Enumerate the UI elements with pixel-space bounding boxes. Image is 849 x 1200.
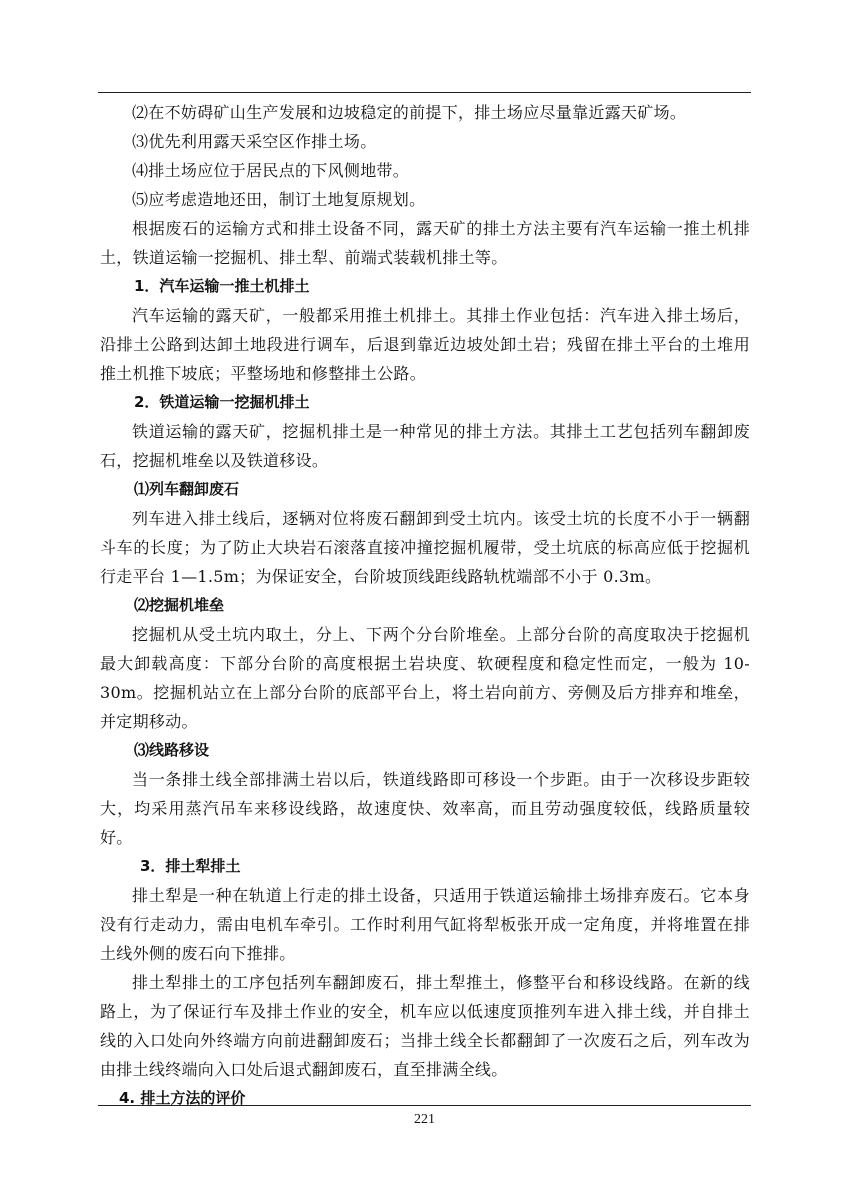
section-1-heading: 1．汽车运输一推土机排土 <box>134 277 310 295</box>
list-item-3: ⑶优先利用露天采空区作排土场。 <box>132 132 377 151</box>
subsection-2-paragraph: 挖掘机从受土坑内取土，分上、下两个分台阶堆垒。上部分台阶的高度取决于挖掘机最大卸载高度：下部分台阶的高度根据土岩块度、软硬程度和稳定性而定，一般为 10-30m。挖掘机站立在上部分台阶的底部平台上，将土岩向前方、旁侧及后方排弃和堆垒，并定期移动。 <box>100 625 750 731</box>
section-2-paragraph: 铁道运输的露天矿，挖掘机排土是一种常见的排土方法。其排土工艺包括列车翻卸废石，挖掘机堆垒以及铁道移设。 <box>100 422 750 470</box>
section-3-paragraph-2: 排土犁排土的工序包括列车翻卸废石，排土犁推土，修整平台和移设线路。在新的线路上，为了保证行车及排土作业的安全，机车应以低速度顶推列车进入排土线，并自排土线的入口处向外终端方向前进翻卸废石；当排土线全长都翻卸了一次废石之后，列车改为由排土线终端向入口处后退式翻卸废石，直至排满全线。 <box>100 973 750 1079</box>
section-1-paragraph: 汽车运输的露天矿，一般都采用推土机排土。其排土作业包括：汽车进入排土场后，沿排土公路到达卸土地段进行调车，后退到靠近边坡处卸土岩；残留在排土平台的土堆用推土机推下坡底；平整场地和修整排土公路。 <box>100 306 750 383</box>
intro-paragraph: 根据废石的运输方式和排土设备不同，露天矿的排土方法主要有汽车运输一推土机排土，铁道运输一挖掘机、排土犁、前端式装载机排土等。 <box>100 219 750 267</box>
list-item-2: ⑵在不妨碍矿山生产发展和边坡稳定的前提下，排土场应尽量靠近露天矿场。 <box>132 103 687 122</box>
footer-rule <box>98 1105 751 1106</box>
subsection-2-heading: ⑵挖掘机堆垒 <box>134 596 225 614</box>
subsection-1-heading: ⑴列车翻卸废石 <box>134 480 240 498</box>
section-3-paragraph-1: 排土犁是一种在轨道上行走的排土设备，只适用于铁道运输排土场排弃废石。它本身没有行走动力，需由电机车牵引。工作时利用气缸将犁板张开成一定角度，并将堆置在排土线外侧的废石向下推排。 <box>100 886 750 963</box>
list-item-4: ⑷排土场应位于居民点的下风侧地带。 <box>132 161 410 180</box>
section-3-heading: 3．排土犁排土 <box>140 857 241 875</box>
section-4-heading: 4. 排土方法的评价 <box>119 1089 246 1107</box>
page-body <box>100 98 750 1113</box>
page-number: 221 <box>414 1112 435 1127</box>
subsection-3-heading: ⑶线路移设 <box>134 741 210 759</box>
header-rule <box>98 92 751 93</box>
list-item-5: ⑸应考虑造地还田，制订土地复原规划。 <box>132 190 426 209</box>
subsection-3-paragraph: 当一条排土线全部排满土岩以后，铁道线路即可移设一个步距。由于一次移设步距较大，均采用蒸汽吊车来移设线路，故速度快、效率高，而且劳动强度较低，线路质量较好。 <box>100 770 750 847</box>
section-2-heading: 2．铁道运输一挖掘机排土 <box>134 393 310 411</box>
subsection-1-paragraph: 列车进入排土线后，逐辆对位将废石翻卸到受土坑内。该受土坑的长度不小于一辆翻斗车的长度；为了防止大块岩石滚落直接冲撞挖掘机履带，受土坑底的标高应低于挖掘机行走平台 1—1.5m；为保证安全，台阶坡顶线距线路轨枕端部不小于 0.3m。 <box>100 509 750 586</box>
